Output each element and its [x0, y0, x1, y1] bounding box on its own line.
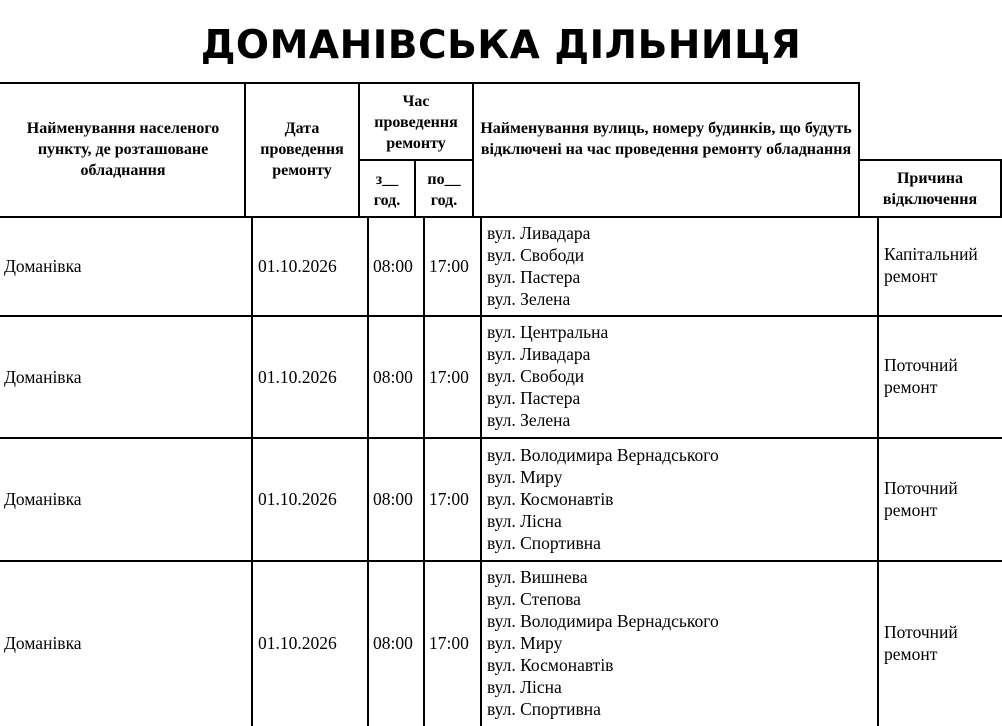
- street-item: вул. Свободи: [487, 245, 585, 265]
- settlement-cell: Доманівка: [4, 489, 82, 509]
- reason-cell: [884, 621, 958, 665]
- street-item: вул. Зелена: [487, 410, 571, 430]
- street-item: вул. Лісна: [487, 677, 562, 697]
- street-item: вул. Ливадара: [487, 223, 591, 243]
- street-item: вул. Степова: [487, 589, 581, 609]
- grid-vline-b1: [251, 216, 253, 726]
- grid-vline-b2: [367, 216, 369, 726]
- header-settlement: Найменування населеного пункту, де розташоване обладнання: [26, 120, 220, 179]
- streets-cell: [487, 566, 719, 720]
- time-to-cell: 17:00: [429, 256, 469, 276]
- street-item: вул. Космонавтів: [487, 655, 614, 675]
- grid-line-top: [0, 82, 859, 84]
- reason-line: Поточний: [884, 622, 958, 642]
- street-item: вул. Володимира Вернадського: [487, 445, 719, 465]
- header-time-to: по__ год.: [427, 171, 461, 209]
- grid-line-row-3: [0, 560, 1002, 562]
- page-title: ДОМАНІВСЬКА ДІЛЬНИЦЯ: [200, 23, 802, 68]
- grid-vline-b5: [877, 216, 879, 726]
- header-time-group: Час проведення ремонту: [374, 93, 458, 152]
- reason-line: ремонт: [884, 644, 938, 664]
- reason-cell: [884, 243, 978, 287]
- time-from-cell: 08:00: [373, 633, 413, 653]
- streets-cell: [487, 444, 719, 554]
- time-from-cell: 08:00: [373, 489, 413, 509]
- header-streets: Найменування вулиць, номеру будинків, що будуть відключені на час проведення ремонту обладнання: [480, 120, 852, 158]
- street-item: вул. Лісна: [487, 511, 562, 531]
- street-item: вул. Володимира Вернадського: [487, 611, 719, 631]
- time-to-cell: 17:00: [429, 367, 469, 387]
- street-item: вул. Зелена: [487, 289, 571, 309]
- grid-vline-h5: [858, 82, 860, 218]
- street-item: вул. Центральна: [487, 322, 609, 342]
- time-from-cell: 08:00: [373, 367, 413, 387]
- time-to-cell: 17:00: [429, 633, 469, 653]
- grid-vline-b3: [423, 216, 425, 726]
- grid-line-row-1: [0, 315, 1002, 317]
- street-item: вул. Свободи: [487, 366, 585, 386]
- grid-vline-h3: [414, 159, 416, 218]
- date-cell: 01.10.2026: [258, 633, 337, 653]
- reason-cell: [884, 477, 958, 521]
- date-cell: 01.10.2026: [258, 367, 337, 387]
- header-reason: Причина відключення: [882, 170, 978, 208]
- header-date: Дата проведення ремонту: [260, 120, 344, 179]
- reason-cell: [884, 354, 958, 398]
- streets-cell: [487, 222, 590, 310]
- header-time-from: з__ год.: [373, 171, 401, 209]
- street-item: вул. Миру: [487, 633, 563, 653]
- reason-line: Капітальний: [884, 244, 978, 264]
- reason-line: ремонт: [884, 266, 938, 286]
- streets-cell: [487, 321, 608, 431]
- street-item: вул. Пастера: [487, 267, 581, 287]
- grid-vline-h2: [358, 82, 360, 218]
- street-item: вул. Пастера: [487, 388, 581, 408]
- settlement-cell: Доманівка: [4, 256, 82, 276]
- street-item: вул. Ливадара: [487, 344, 591, 364]
- date-cell: 01.10.2026: [258, 256, 337, 276]
- date-cell: 01.10.2026: [258, 489, 337, 509]
- reason-line: ремонт: [884, 377, 938, 397]
- grid-vline-h4: [472, 82, 474, 218]
- time-from-cell: 08:00: [373, 256, 413, 276]
- grid-line-reason-top: [859, 159, 1002, 161]
- reason-line: Поточний: [884, 478, 958, 498]
- grid-vline-b4: [480, 216, 482, 726]
- reason-line: Поточний: [884, 355, 958, 375]
- street-item: вул. Спортивна: [487, 533, 601, 553]
- street-item: вул. Спортивна: [487, 699, 601, 719]
- settlement-cell: Доманівка: [4, 633, 82, 653]
- street-item: вул. Вишнева: [487, 567, 588, 587]
- street-item: вул. Миру: [487, 467, 563, 487]
- street-item: вул. Космонавтів: [487, 489, 614, 509]
- grid-line-header-bottom: [0, 216, 1002, 218]
- grid-line-time-split: [359, 159, 474, 161]
- reason-line: ремонт: [884, 500, 938, 520]
- grid-line-row-2: [0, 437, 1002, 439]
- settlement-cell: Доманівка: [4, 367, 82, 387]
- time-to-cell: 17:00: [429, 489, 469, 509]
